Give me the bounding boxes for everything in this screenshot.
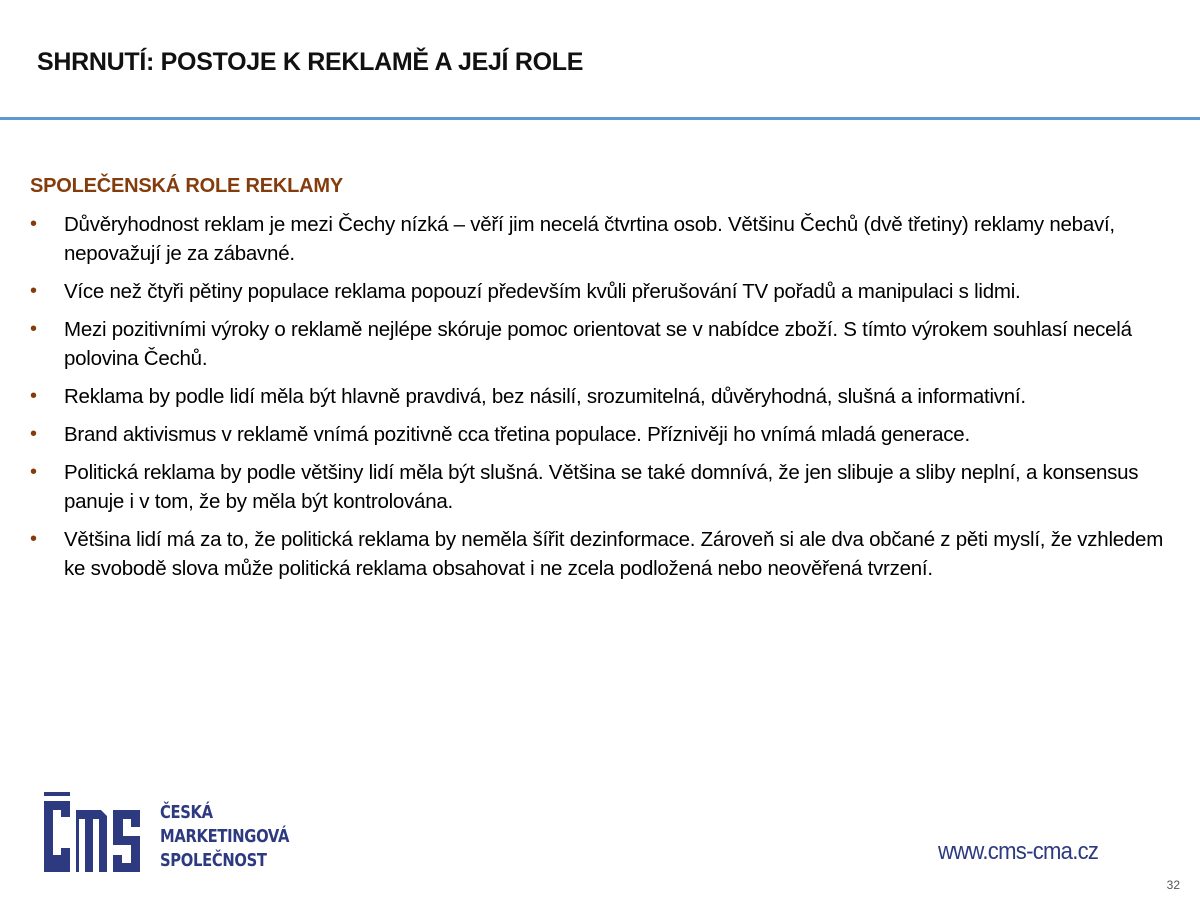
bullet-list [30,210,1180,592]
logo-text-line: MARKETINGOVÁ [160,826,290,847]
logo-text-line: SPOLEČNOST [160,850,267,871]
bullet-icon: • [30,318,37,340]
bullet-item [30,382,1180,411]
bullet-icon: • [30,280,37,302]
bullet-text: Mezi pozitivními výroky o reklamě nejlépe skóruje pomoc orientovat se v nabídce zboží. S tímto výrokem souhlasí necelá polovina Čechů. [64,318,1132,370]
bullet-text: Důvěryhodnost reklam je mezi Čechy nízká – věří jim necelá čtvrtina osob. Většinu Čechů (dvě třetiny) reklamy nebaví, nepovažují je za zábavné. [64,213,1115,265]
website-url: www.cms-cma.cz [938,838,1099,865]
bullet-item [30,525,1180,583]
bullet-icon: • [30,528,37,550]
bullet-item [30,458,1180,516]
bullet-icon: • [30,213,37,235]
section-heading: SPOLEČENSKÁ ROLE REKLAMY [30,175,344,197]
bullet-item [30,210,1180,268]
bullet-text: Většina lidí má za to, že politická reklama by neměla šířit dezinformace. Zároveň si ale dva občané z pěti myslí, že vzhledem ke svobodě slova může politická reklama obsahovat i ne zcela podložená nebo neověřená tvrzení. [64,528,1164,580]
bullet-icon: • [30,423,37,445]
bullet-text: Brand aktivismus v reklamě vnímá pozitivně cca třetina populace. Příznivěji ho vnímá mladá generace. [64,423,970,446]
slide-title: SHRNUTÍ: POSTOJE K REKLAMĚ A JEJÍ ROLE [37,48,584,76]
logo-text-line: ČESKÁ [160,802,213,823]
bullet-icon: • [30,461,37,483]
title-divider [0,117,1200,120]
bullet-icon: • [30,385,37,407]
bullet-item [30,315,1180,373]
bullet-text: Reklama by podle lidí měla být hlavně pravdivá, bez násilí, srozumitelná, důvěryhodná, slušná a informativní. [64,385,1026,408]
cms-logo [43,792,313,874]
bullet-item [30,277,1180,306]
bullet-item [30,420,1180,449]
bullet-text: Politická reklama by podle většiny lidí měla být slušná. Většina se také domnívá, že jen slibuje a sliby neplní, a konsensus panuje i v tom, že by měla být kontrolována. [64,461,1139,513]
logo-text [160,801,289,873]
bullet-text: Více než čtyři pětiny populace reklama popouzí především kvůli přerušování TV pořadů a manipulaci s lidmi. [64,280,1021,303]
cms-logo-mark-icon [43,792,143,874]
page-number: 32 [1166,878,1180,892]
